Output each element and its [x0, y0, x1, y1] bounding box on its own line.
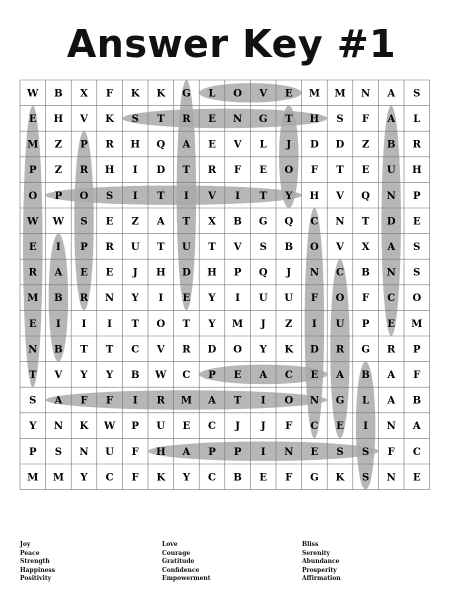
grid-cell-letter: C — [208, 421, 216, 433]
grid-cell-letter: C — [182, 370, 191, 381]
grid-cell-letter: U — [386, 165, 396, 177]
grid-cell-letter: B — [361, 267, 370, 279]
grid-cell-letter: S — [361, 472, 370, 484]
grid-cell-letter: E — [182, 293, 191, 305]
grid-cell-letter: S — [105, 190, 114, 202]
grid-cell-letter: R — [105, 139, 114, 151]
grid-cell-letter: H — [104, 165, 115, 177]
word-item: Empowerment — [162, 575, 211, 582]
grid-cell-letter: Z — [54, 165, 63, 177]
grid-cell-letter: T — [182, 165, 191, 177]
grid-cell-letter: V — [54, 370, 63, 381]
grid-cell-letter: C — [208, 472, 216, 484]
grid-cell-letter: A — [54, 395, 63, 407]
grid-cell-letter: Y — [29, 421, 37, 433]
grid-cell-letter: T — [105, 344, 114, 356]
grid-cell-letter: M — [308, 88, 320, 100]
grid-cell-letter: N — [53, 421, 63, 433]
grid-cell-letter: O — [79, 190, 89, 202]
grid-cell-letter: V — [336, 242, 344, 253]
word-item: Courage — [162, 549, 191, 557]
grid-cell-letter: H — [53, 114, 64, 125]
grid-cell-letter: E — [259, 165, 268, 177]
grid-cell-letter: K — [156, 472, 166, 484]
grid-cell-letter: A — [182, 139, 191, 151]
grid-cell-letter: M — [180, 395, 192, 407]
grid-cell-letter: N — [284, 446, 294, 458]
grid-cell-letter: D — [386, 216, 396, 228]
grid-cell-letter: I — [312, 318, 317, 330]
grid-cell-letter: B — [412, 395, 422, 407]
grid-cell-letter: S — [29, 395, 37, 407]
grid-cell-letter: S — [54, 446, 63, 458]
grid-cell-letter: I — [260, 446, 266, 458]
grid-cell-letter: Y — [259, 344, 267, 356]
grid-cell-letter: G — [182, 88, 191, 100]
word-item: Abundance — [302, 558, 340, 565]
grid-cell-letter: R — [156, 395, 165, 407]
grid-cell-letter: Y — [208, 318, 216, 330]
grid-cell-letter: Y — [131, 293, 139, 305]
grid-cell-letter: A — [387, 242, 396, 253]
grid-cell-letter: F — [387, 446, 395, 458]
grid-cell-letter: E — [284, 88, 293, 100]
grid-cell-letter: P — [131, 421, 139, 433]
grid-cell-letter: T — [157, 190, 165, 202]
grid-cell-letter: B — [233, 216, 242, 228]
grid-cell-letter: J — [286, 139, 292, 151]
grid-cell-letter: H — [207, 267, 217, 279]
word-list-column-2 — [162, 541, 211, 584]
grid-cell-letter: R — [79, 293, 89, 305]
word-item: Peace — [20, 549, 40, 557]
grid-cell-letter: N — [309, 267, 319, 279]
grid-cell-letter: F — [310, 293, 318, 305]
grid-cell-letter: I — [235, 190, 240, 202]
grid-cell-letter: I — [184, 190, 189, 202]
grid-cell-letter: J — [235, 421, 240, 433]
grid-cell-letter: B — [284, 242, 294, 253]
grid-cell-letter: P — [233, 446, 242, 458]
grid-cell-letter: Y — [80, 370, 88, 381]
word-item: Joy — [20, 541, 31, 548]
grid-cell-letter: N — [386, 267, 396, 279]
grid-cell-letter: V — [259, 88, 268, 100]
grid-cell-letter: N — [335, 216, 345, 228]
grid-cell-letter: C — [336, 267, 344, 279]
grid-cell-letter: S — [131, 114, 139, 125]
grid-cell-letter: E — [208, 114, 216, 125]
grid-cell-letter: U — [258, 293, 268, 305]
grid-cell-letter: P — [208, 370, 216, 381]
grid-cell-letter: C — [310, 421, 319, 433]
grid-cell-letter: K — [284, 344, 294, 356]
grid-cell-letter: B — [54, 88, 63, 100]
grid-cell-letter: L — [413, 114, 421, 125]
word-item: Affirmation — [302, 575, 341, 582]
grid-cell-letter: E — [182, 421, 191, 433]
grid-cell-letter: B — [233, 472, 242, 484]
grid-cell-letter: T — [259, 190, 267, 202]
grid-cell-letter: D — [335, 139, 345, 151]
grid-cell-letter: N — [105, 293, 115, 305]
grid-cell-letter: E — [387, 318, 396, 330]
word-item: Confidence — [162, 566, 200, 574]
grid-cell-letter: Y — [285, 190, 293, 202]
grid-cell-letter: Y — [106, 370, 114, 381]
grid-cell-letter: Y — [182, 472, 190, 484]
grid-cell-letter: O — [233, 344, 242, 356]
grid-cell-letter: N — [386, 190, 396, 202]
grid-cell-letter: C — [310, 216, 319, 228]
word-list-column-1 — [20, 541, 55, 584]
grid-cell-letter: U — [105, 446, 114, 458]
grid-cell-letter: Z — [285, 318, 293, 330]
grid-cell-letter: H — [412, 165, 422, 177]
grid-cell-letter: E — [80, 267, 88, 279]
grid-cell-letter: T — [157, 114, 165, 125]
grid-cell-letter: I — [132, 395, 138, 407]
grid-cell-letter: E — [28, 114, 37, 125]
grid-cell-letter: A — [412, 421, 421, 433]
grid-cell-letter: E — [412, 216, 421, 228]
word-item: Happiness — [20, 566, 56, 574]
grid-cell-letter: J — [260, 421, 266, 433]
grid-cell-letter: B — [361, 370, 370, 381]
grid-cell-letter: H — [309, 114, 320, 125]
grid-cell-letter: E — [412, 472, 421, 484]
grid-cell-letter: G — [335, 395, 345, 407]
grid-cell-letter: V — [233, 242, 242, 253]
page-title: Answer Key #1 — [66, 22, 397, 66]
grid-cell-letter: V — [80, 114, 88, 125]
grid-cell-letter: B — [54, 344, 63, 356]
grid-cell-letter: E — [310, 446, 319, 458]
grid-cell-letter: P — [54, 190, 63, 202]
grid-cell-letter: E — [208, 139, 216, 151]
grid-cell-letter: C — [105, 472, 114, 484]
grid-cell-letter: I — [158, 293, 164, 305]
word-item: Positivity — [20, 575, 52, 582]
grid-cell-letter: R — [79, 165, 89, 177]
grid-cell-letter: S — [413, 242, 421, 253]
grid-cell-letter: T — [361, 216, 370, 228]
grid-cell-letter: T — [336, 165, 344, 177]
grid-cell-letter: Q — [284, 216, 294, 228]
grid-cell-letter: B — [386, 139, 396, 151]
grid-cell-letter: T — [80, 344, 88, 356]
grid-cell-letter: E — [361, 165, 370, 177]
grid-cell-letter: Y — [208, 293, 216, 305]
grid-cell-letter: J — [132, 267, 138, 279]
grid-cell-letter: Q — [258, 267, 268, 279]
grid-cell-letter: M — [411, 318, 423, 330]
grid-cell-letter: S — [259, 242, 267, 253]
grid-cell-letter: P — [413, 344, 421, 356]
grid-cell-letter: A — [182, 446, 191, 458]
grid-cell-letter: U — [156, 421, 166, 433]
grid-cell-letter: N — [361, 88, 371, 100]
grid-cell-letter: K — [156, 88, 166, 100]
grid-cell-letter: U — [130, 242, 140, 253]
grid-cell-letter: D — [310, 139, 319, 151]
word-list — [0, 541, 463, 591]
grid-cell-letter: I — [235, 293, 240, 305]
grid-cell-letter: F — [80, 395, 88, 407]
grid-cell-letter: T — [131, 318, 139, 330]
grid-cell-letter: S — [413, 88, 421, 100]
grid-cell-letter: W — [103, 421, 116, 433]
grid-cell-letter: A — [387, 395, 396, 407]
grid-cell-letter: I — [363, 421, 368, 433]
grid-cell-letter: A — [156, 216, 165, 228]
grid-cell-letter: X — [208, 216, 216, 228]
grid-cell-letter: S — [336, 114, 344, 125]
grid-cell-letter: D — [156, 165, 166, 177]
grid-cell-letter: R — [28, 267, 37, 279]
grid-cell-letter: E — [233, 370, 242, 381]
grid-cell-letter: S — [336, 446, 344, 458]
word-item: Serenity — [302, 549, 331, 557]
grid-cell-letter: K — [130, 88, 140, 100]
grid-cell-letter: F — [413, 370, 421, 381]
grid-cell-letter: R — [387, 344, 396, 356]
grid-cell-letter: T — [208, 242, 216, 253]
grid-cell-letter: E — [105, 216, 114, 228]
grid-cell-letter: N — [79, 446, 89, 458]
grid-cell-letter: P — [208, 446, 216, 458]
grid-cell-letter: F — [362, 114, 370, 125]
grid-cell-letter: T — [233, 395, 242, 407]
grid-cell-letter: E — [310, 370, 319, 381]
grid-cell-letter: G — [310, 472, 319, 484]
grid-cell-letter: S — [80, 216, 88, 228]
grid-cell-letter: W — [27, 216, 39, 228]
grid-cell-letter: T — [29, 370, 37, 381]
grid-cell-letter: G — [258, 114, 268, 125]
word-list-column-3 — [302, 541, 341, 584]
grid-cell-letter: X — [361, 242, 370, 253]
grid-cell-letter: H — [156, 267, 166, 279]
grid-cell-letter: U — [182, 242, 191, 253]
grid-cell-letter: C — [387, 293, 396, 305]
grid-cell-letter: H — [309, 190, 320, 202]
grid-cell-letter: I — [132, 190, 138, 202]
grid-cell-letter: I — [132, 165, 138, 177]
grid-cell-letter: W — [52, 216, 65, 228]
grid-cell-letter: S — [361, 446, 370, 458]
grid-cell-letter: F — [234, 165, 242, 177]
grid-cell-letter: P — [29, 165, 37, 177]
grid-cell-letter: H — [156, 446, 166, 458]
grid-cell-letter: E — [28, 318, 37, 330]
grid-cell-letter: E — [259, 472, 268, 484]
grid-cell-letter: F — [310, 165, 318, 177]
grid-cell-letter: K — [335, 472, 345, 484]
grid-cell-letter: R — [105, 242, 114, 253]
grid-cell-letter: D — [207, 344, 217, 356]
grid-cell-letter: T — [182, 216, 191, 228]
grid-cell-letter: M — [27, 139, 39, 151]
grid-cell-letter: G — [361, 344, 370, 356]
grid-cell-letter: L — [208, 88, 216, 100]
grid-cell-letter: Q — [361, 190, 370, 202]
grid-cell-letter: P — [29, 446, 37, 458]
word-item: Gratitude — [162, 558, 195, 565]
grid-cell-letter: V — [233, 139, 242, 151]
grid-cell-letter: W — [27, 88, 39, 100]
grid-cell-letter: O — [233, 88, 242, 100]
grid-cell-letter: H — [130, 139, 140, 151]
grid-cell-letter: A — [208, 395, 216, 407]
grid-cell-letter: P — [80, 242, 88, 253]
grid-cell-letter: K — [79, 421, 89, 433]
grid-cell-letter: D — [310, 344, 319, 356]
grid-cell-letter: J — [260, 318, 266, 330]
grid-cell-letter: L — [362, 395, 370, 407]
grid-cell-letter: F — [362, 293, 370, 305]
grid-cell-letter: N — [28, 344, 38, 356]
grid-cell-letter: F — [285, 472, 293, 484]
grid-cell-letter: A — [336, 370, 344, 381]
grid-cell-letter: U — [335, 318, 345, 330]
grid-cell-letter: R — [207, 165, 217, 177]
grid-cell-letter: P — [361, 318, 370, 330]
grid-cell-letter: T — [157, 242, 165, 253]
grid-cell-letter: I — [56, 318, 61, 330]
grid-cell-letter: R — [335, 344, 345, 356]
grid-cell-letter: O — [412, 293, 422, 305]
word-item: Prosperity — [302, 566, 337, 574]
grid-cell-letter: C — [412, 446, 421, 458]
grid-cell-letter: V — [208, 190, 216, 202]
grid-cell-letter: C — [284, 370, 293, 381]
grid-cell-letter: V — [336, 190, 344, 202]
grid-cell-letter: N — [309, 395, 319, 407]
grid-cell-letter: M — [27, 293, 39, 305]
grid-cell-letter: R — [412, 139, 421, 151]
grid-cell-letter: M — [232, 318, 244, 330]
grid-cell-letter: F — [131, 472, 139, 484]
grid-cell-letter: M — [334, 88, 346, 100]
grid-cell-letter: Y — [80, 472, 88, 484]
grid-cell-letter: P — [413, 190, 421, 202]
grid-cell-letter: W — [155, 370, 167, 381]
grid-cell-letter: O — [28, 190, 38, 202]
grid-cell-letter: N — [386, 421, 396, 433]
grid-cell-letter: N — [233, 114, 243, 125]
grid-cell-letter: R — [182, 344, 191, 356]
grid-cell-letter: O — [284, 395, 294, 407]
grid-cell-letter: N — [386, 472, 396, 484]
grid-cell-letter: O — [310, 242, 319, 253]
word-item: Bliss — [302, 541, 319, 548]
grid-cell-letter: A — [387, 88, 396, 100]
grid-cell-letter: E — [105, 267, 114, 279]
grid-cell-letter: I — [81, 318, 87, 330]
grid-cell-letter: U — [284, 293, 294, 305]
grid-cell-letter: X — [80, 88, 88, 100]
word-item: Strength — [20, 558, 50, 565]
grid-cell-letter: E — [336, 421, 344, 433]
grid-cell-letter: E — [28, 242, 37, 253]
grid-cell-letter: F — [131, 446, 139, 458]
grid-cell-letter: K — [105, 114, 114, 125]
word-item: Love — [162, 541, 178, 548]
grid-cell-letter: A — [54, 267, 63, 279]
grid-cell-letter: C — [131, 344, 140, 356]
grid-cell-letter: M — [52, 472, 64, 484]
grid-cell-letter: R — [182, 114, 191, 125]
grid-cell-letter: T — [285, 114, 293, 125]
grid-cell-letter: B — [130, 370, 140, 381]
grid-cell-letter: B — [54, 293, 63, 305]
grid-cell-letter: F — [285, 421, 293, 433]
grid-cell-letter: Z — [54, 139, 63, 151]
grid-cell-letter: V — [156, 344, 165, 356]
grid-cell-letter: F — [106, 395, 114, 407]
grid-cell-letter: D — [182, 267, 191, 279]
grid-cell-letter: S — [413, 267, 421, 279]
grid-cell-letter: Q — [156, 139, 166, 151]
grid-cell-letter: O — [335, 293, 345, 305]
grid-cell-letter: I — [107, 318, 112, 330]
grid-cell-letter: I — [260, 395, 266, 407]
grid-cell-letter: A — [259, 370, 268, 381]
grid-cell-letter: O — [284, 165, 294, 177]
grid-cell-letter: Z — [361, 139, 370, 151]
grid-cell-letter: G — [258, 216, 268, 228]
grid-cell-letter: Z — [131, 216, 139, 228]
grid-cell-letter: P — [233, 267, 242, 279]
grid-cell-letter: O — [156, 318, 166, 330]
grid-cell-letter: A — [387, 370, 396, 381]
grid-cell-letter: P — [80, 139, 88, 151]
grid-cell-letter: J — [286, 267, 292, 279]
grid-cell-letter: L — [259, 139, 267, 151]
grid-cell-letter: T — [182, 318, 191, 330]
grid-cell-letter: M — [27, 472, 39, 484]
grid-cell-letter: F — [106, 88, 114, 100]
grid-cell-letter: A — [387, 114, 396, 125]
grid-cell-letter: I — [56, 242, 61, 253]
